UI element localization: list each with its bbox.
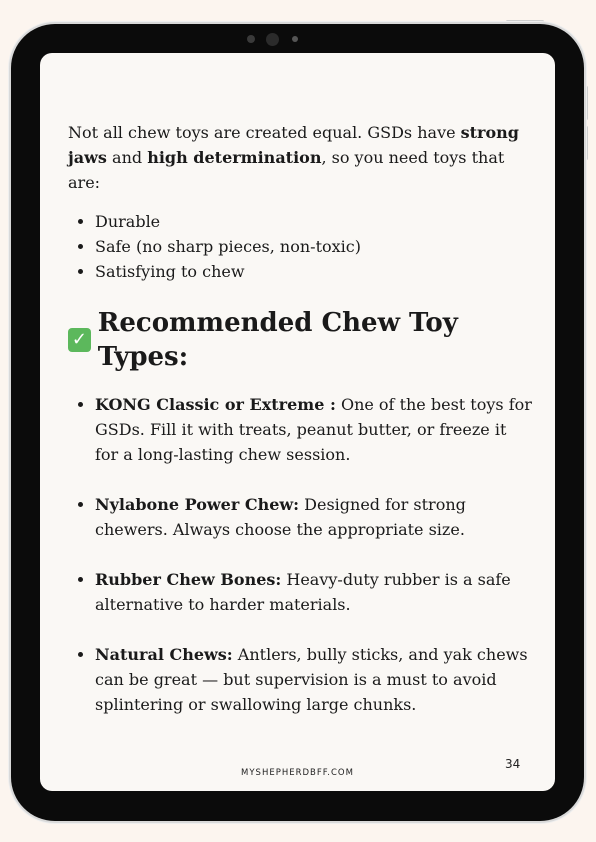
intro-paragraph xyxy=(68,120,533,195)
intro-text: Not all chew toys are created equal. GSDs have xyxy=(68,123,461,142)
list-item xyxy=(95,642,533,717)
toy-description: Antlers, bully sticks, and yak chews can be great — but supervision is a must to avoid splintering or swallowing large chunks. xyxy=(95,645,528,714)
heading-text: Recommended Chew Toy Types: xyxy=(97,308,458,372)
check-mark-icon: ✓ xyxy=(68,328,91,352)
toy-name: Rubber Chew Bones: xyxy=(95,570,282,589)
list-item xyxy=(95,392,533,467)
front-camera-icon xyxy=(266,33,279,46)
toy-description: One of the best toys for GSDs. Fill it with treats, peanut butter, or freeze it for a long-lasting chew session. xyxy=(95,395,532,464)
intro-text: and xyxy=(106,148,148,167)
volume-up-button[interactable] xyxy=(585,86,588,120)
toy-name: Nylabone Power Chew: xyxy=(95,495,300,514)
tablet-device xyxy=(11,24,584,821)
list-item: • Safe (no sharp pieces, non-toxic) xyxy=(95,234,533,259)
page-number: 34 xyxy=(505,757,521,771)
light-sensor-icon xyxy=(292,36,298,42)
toy-name: Natural Chews: xyxy=(95,645,233,664)
chew-toy-list xyxy=(68,392,533,717)
ebook-page[interactable] xyxy=(40,53,555,791)
section-heading xyxy=(68,306,533,374)
qualities-list xyxy=(68,209,533,284)
toy-description: Designed for strong chewers. Always choose the appropriate size. xyxy=(95,495,466,539)
list-item xyxy=(95,492,533,542)
toy-description: Heavy-duty rubber is a safe alternative to harder materials. xyxy=(95,570,511,614)
volume-down-button[interactable] xyxy=(585,126,588,160)
power-button[interactable] xyxy=(506,20,544,23)
list-item: • Durable xyxy=(95,209,533,234)
intro-bold-strong-jaws: strong jaws xyxy=(68,123,519,167)
list-item: • Satisfying to chew xyxy=(95,259,533,284)
page-content xyxy=(68,120,533,742)
intro-bold-high-determination: high determination xyxy=(147,148,322,167)
sensor-icon xyxy=(247,35,255,43)
page-footer: MYSHEPHERDBFF.COM xyxy=(241,768,354,778)
intro-text: , so you need toys that are: xyxy=(68,148,505,192)
list-item xyxy=(95,567,533,617)
toy-name: KONG Classic or Extreme : xyxy=(95,395,336,414)
